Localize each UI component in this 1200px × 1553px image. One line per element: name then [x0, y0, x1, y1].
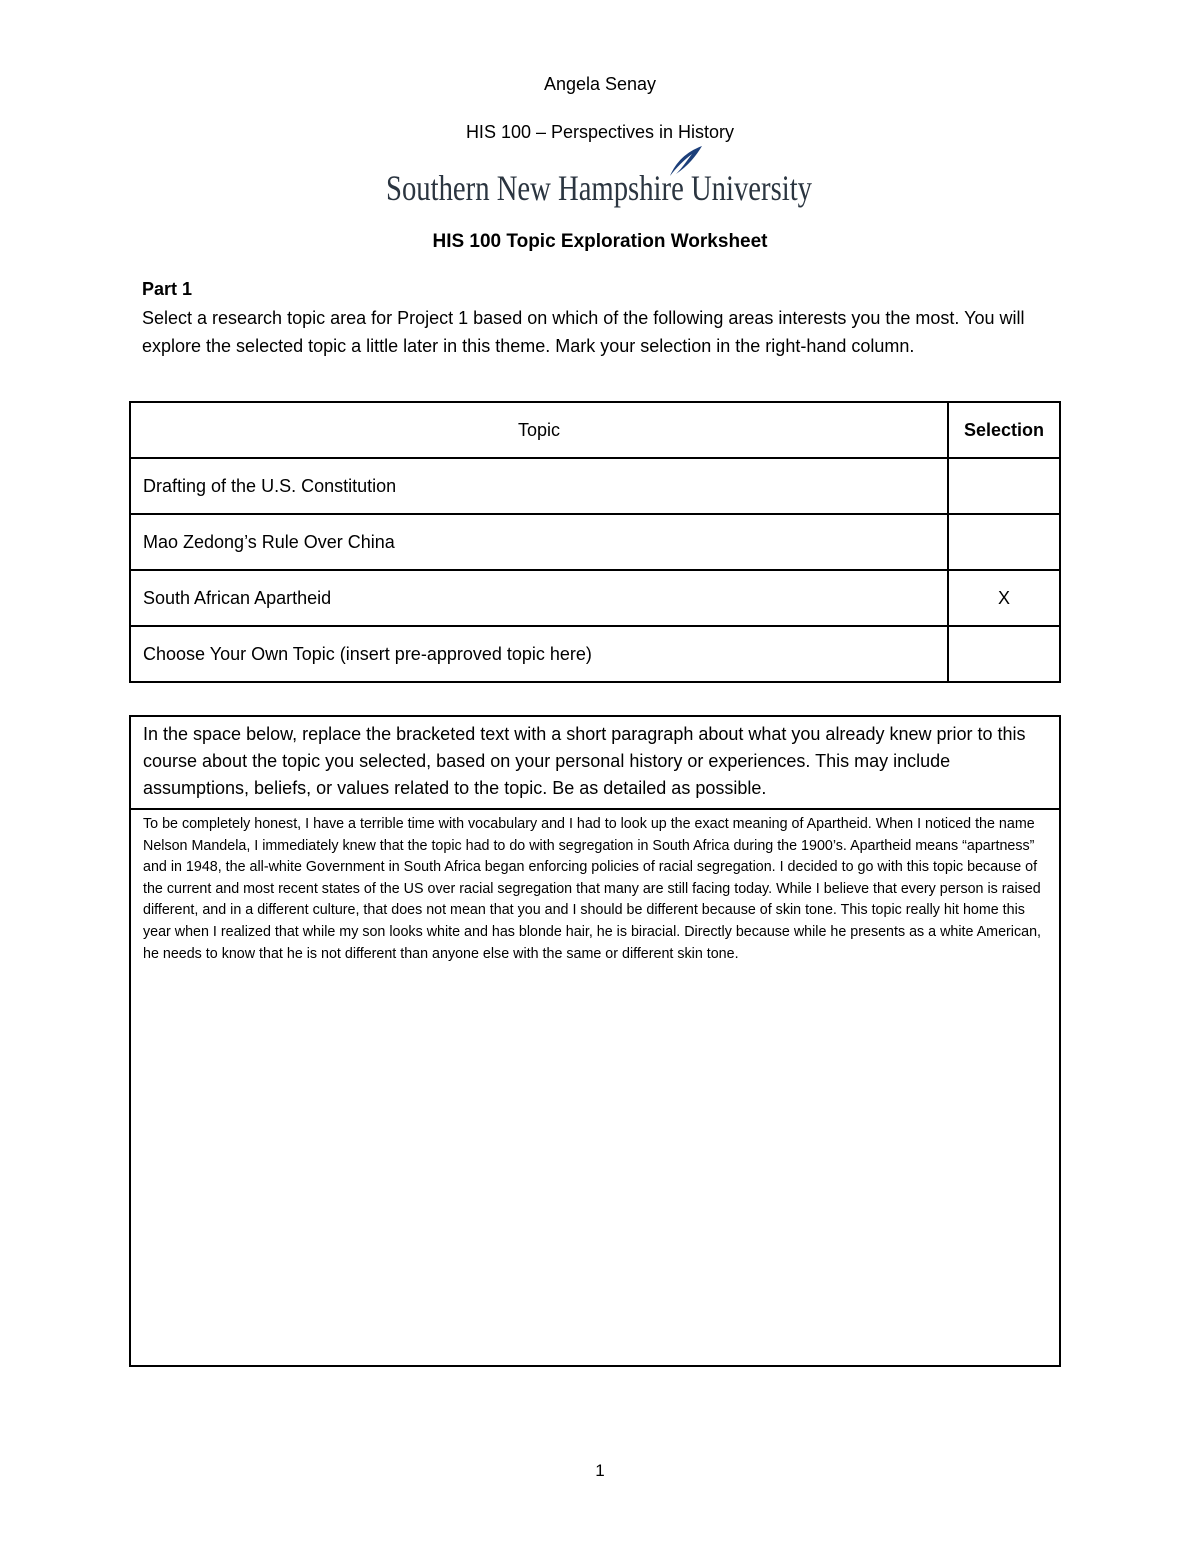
topic-cell: Mao Zedong’s Rule Over China [130, 514, 948, 570]
page-number: 1 [595, 1461, 605, 1480]
topic-table [129, 401, 1061, 683]
selection-cell[interactable] [948, 458, 1060, 514]
reflection-box [129, 715, 1061, 1367]
topic-table-header [130, 402, 1060, 458]
table-row [130, 458, 1060, 514]
selection-column-header: Selection [948, 402, 1060, 458]
table-row [130, 570, 1060, 626]
part1-instructions: Select a research topic area for Project 1 based on which of the following areas interests you the most. You will explore the selected topic a little later in this theme. Mark your selection in the right-hand column. [142, 308, 1025, 356]
university-logo [380, 142, 820, 212]
reflection-prompt: In the space below, replace the bracketed text with a short paragraph about what you already knew prior to this course about the topic you selected, based on your personal history or experiences. This may include assumptions, beliefs, or values related to the topic. Be as detailed as possible. [131, 717, 1059, 810]
topic-cell: Choose Your Own Topic (insert pre-approved topic here) [130, 626, 948, 682]
reflection-answer[interactable]: To be completely honest, I have a terrible time with vocabulary and I had to look up the exact meaning of Apartheid. When I noticed the name Nelson Mandela, I immediately knew that the topic had to do with segregation in South Africa during the 1900’s. Apartheid means “apartness” and in 1948, the all-white Government in South Africa began enforcing policies of racial segregation. I decided to go with this topic because of the current and most recent states of the US over racial segregation that many are still facing today. While I believe that every person is raised different, and in a different culture, that does not mean that you and I should be different because of skin tone. This topic really hit home this year when I realized that while my son looks white and has blonde hair, he is biracial. Directly because while he presents as a white American, he needs to know that he is not different than anyone else with the same or different skin tone. [143, 816, 1041, 962]
logo-wordmark: Southern New Hampshire University [386, 168, 812, 208]
topic-cell: Drafting of the U.S. Constitution [130, 458, 948, 514]
topic-cell: South African Apartheid [130, 570, 948, 626]
topic-column-header: Topic [130, 402, 948, 458]
part-label: Part 1 [142, 279, 193, 299]
author-name: Angela Senay [543, 74, 657, 94]
table-row [130, 626, 1060, 682]
selection-cell[interactable] [948, 626, 1060, 682]
worksheet-title: HIS 100 Topic Exploration Worksheet [432, 231, 768, 252]
course-title: HIS 100 – Perspectives in History [465, 122, 735, 142]
table-row [130, 514, 1060, 570]
selection-cell[interactable] [948, 514, 1060, 570]
selection-cell[interactable]: X [948, 570, 1060, 626]
